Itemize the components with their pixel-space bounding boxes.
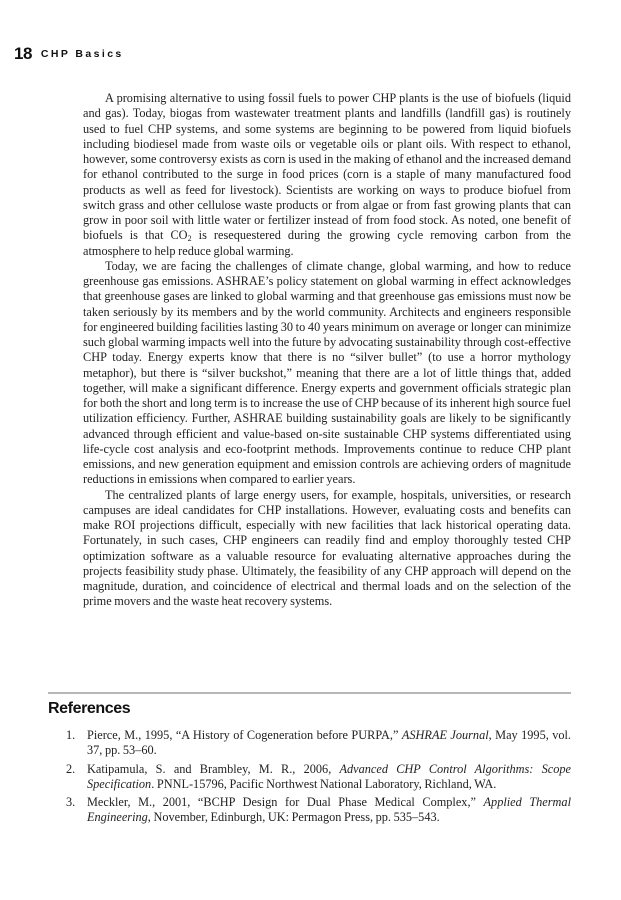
paragraph (83, 488, 571, 610)
running-header (14, 44, 124, 64)
reference-number: 2. (66, 761, 76, 776)
page-number: 18 (14, 44, 32, 63)
text-run: A promising alternative to using fossil fuels to power CHP plants is the use of biofuels (liquid and gas). Today, biogas from wastewater treatment plants and landfills (landfill gas) is routinely used to fuel CHP systems, and some systems are beginning to be powered from liquid biofuels including biodiesel made from waste oils or vegetable oils or plant oils. With respect to ethanol, however, some controversy exists as corn is used in the making of ethanol and the increased demand for ethanol contributed to the surge in food prices (corn is a staple of many manufactured food products as well as feed for livestock). Scientists are working on ways to produce biofuel from switch grass and other cellulose waste products or from algae or from fast growing plants that can grow in poor soil with little water or fertilizer instead of from food stock. As noted, one benefit of biofuels is that CO (83, 91, 571, 243)
journal-title: Applied Thermal Engineering (87, 795, 571, 825)
section-divider (48, 692, 571, 694)
body-text (83, 91, 571, 610)
text-run: Today, we are facing the challenges of climate change, global warming, and how to reduce greenhouse gas emissions. ASHRAE’s policy statement on global warming in effect acknowledges that greenhouse gases are linked to global warming and that greenhouse gas emissions must now be taken seriously by its members and by the world community. Architects and engineers responsible for engineered building facilities lasting 30 to 40 years minimum on average or longer can minimize such global warming impacts well into the future by advocating sustainability through cost-effective CHP today. Energy experts know that there is no “silver bullet” (to use a horror mythology metaphor), but there is “silver buckshot,” meaning that there are a lot of little things that, added together, will make a significant difference. Energy experts and government officials strategic plan for both the short and long term is to increase the use of CHP because of its inherent high source fuel utilization efficiency. Further, ASHRAE building sustainability goals are likely to be significantly advanced through efficient and value-based on-site sustainable CHP systems differentiated using life-cycle cost analysis and eco-footprint methods. Improvements continue to reduce CHP plant emissions, and new generation equipment and emission controls are achieving orders of magnitude reductions in emissions when compared to earlier years. (83, 258, 571, 487)
journal-title: ASHRAE Journal (401, 728, 489, 742)
reference-item (66, 795, 571, 826)
text-run: . PNNL-15796, Pacific Northwest National Laboratory, Richland, WA. (151, 776, 497, 791)
text-run: , May 1995, vol. 37, pp. 53–60. (87, 728, 572, 758)
text-run: Meckler, M., 2001, “BCHP Design for Dual Phase Medical Complex,” (87, 795, 484, 809)
paragraph (83, 259, 571, 488)
text-run: is resequestered during the growing cycle removing carbon from the atmosphere to help reduce global warming. (83, 228, 571, 258)
publication-title: Advanced CHP Control Algorithms: Scope Specification (87, 761, 571, 791)
text-run: The centralized plants of large energy users, for example, hospitals, universities, or research campuses are ideal candidates for CHP installations. However, evaluating costs and benefits can make ROI projections difficult, especially with new facilities that lack historical operating data. Fortunately, in such cases, CHP engineers can readily find and employ thoroughly tested CHP optimization software as a valuable resource for evaluating alternative approaches during the projects feasibility study phase. Ultimately, the feasibility of any CHP approach will depend on the magnitude, duration, and coincidence of electrical and thermal loads and on the selection of the prime movers and the waste heat recovery systems. (83, 487, 571, 609)
reference-number: 1. (66, 728, 76, 742)
paragraph (83, 91, 571, 259)
text-run: , November, Edinburgh, UK: Permagon Press, pp. 535–543. (147, 810, 440, 825)
references-list (66, 728, 571, 829)
text-run: Pierce, M., 1995, “A History of Cogeneration before PURPA,” (87, 728, 402, 742)
running-title: CHP Basics (40, 48, 124, 60)
reference-item (66, 728, 571, 759)
subscript: 2 (187, 234, 192, 244)
references-heading: References (48, 700, 131, 717)
text-run: Katipamula, S. and Brambley, M. R., 2006, (87, 761, 340, 776)
reference-number: 3. (66, 795, 76, 809)
reference-item (66, 762, 571, 793)
